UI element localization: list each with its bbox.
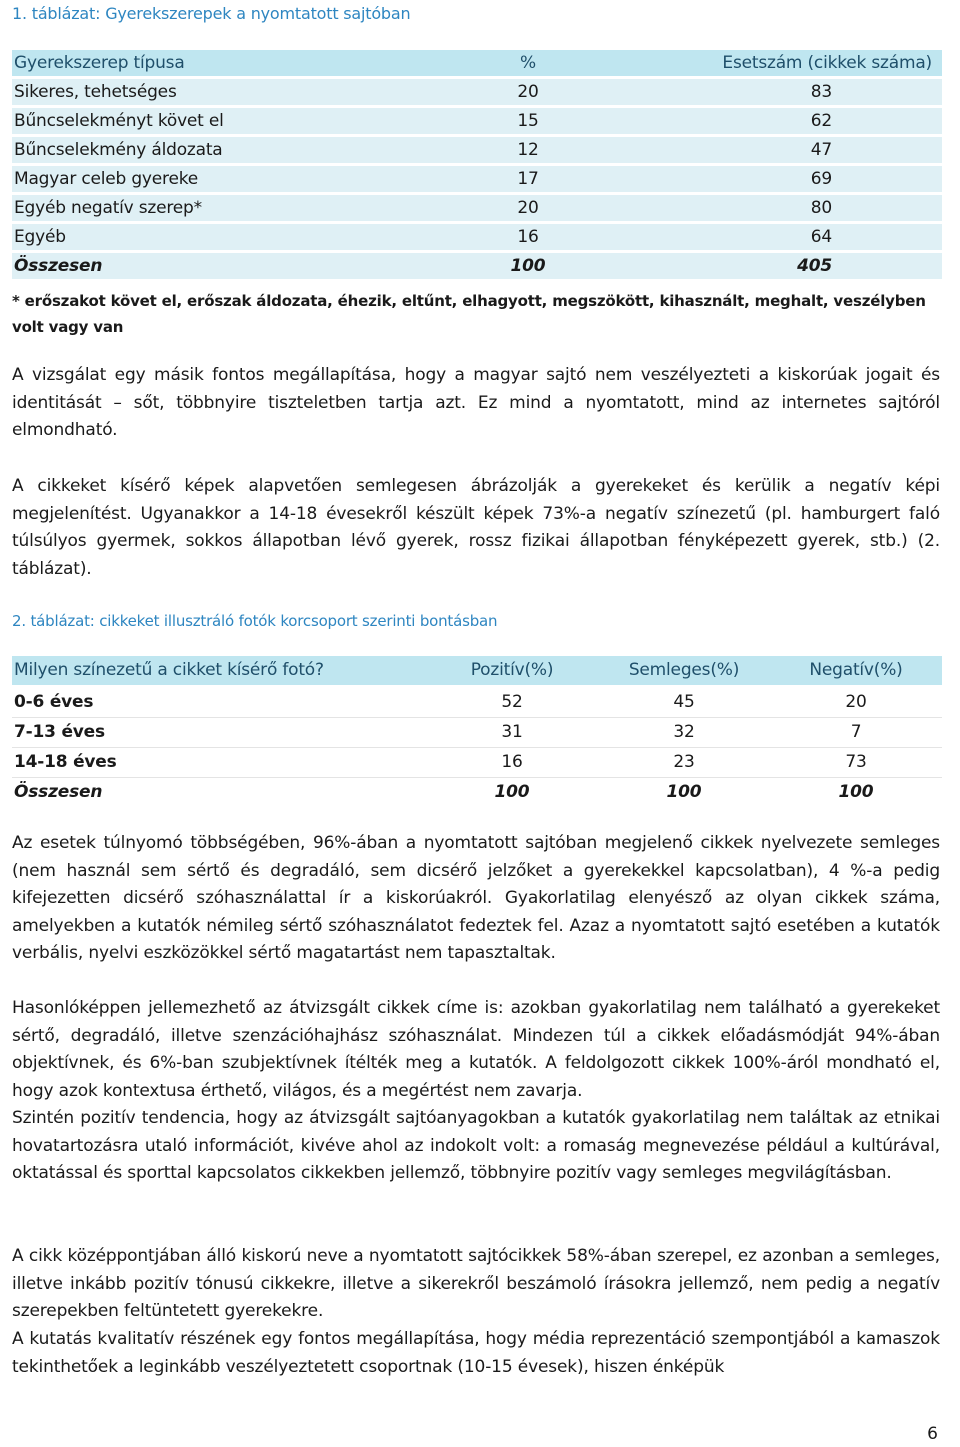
table1-cell: 12 [476,137,580,163]
paragraph: A cikkeket kísérő képek alapvetően semlegesen ábrázolják a gyerekeket és kerülik a negatív képi megjelenítést. Ugyanakkor a 14-18 évesekről készült képek 73%-a negatív színezetű (pl. hamburgert faló túlsúlyos gyermek, sokkos állapotban lévő gyerek, rossz fizikai állapotban fényképezett gyerek, stb.) (2. táblázat). [12,476,940,579]
table1-header-row [12,50,942,76]
table1-cell: 80 [580,195,942,221]
paragraph: Hasonlóképpen jellemezhető az átvizsgált cikkek címe is: azokban gyakorlatilag nem található a gyerekeket sértő, degradáló, illetve szenzációhajhász szóhasználat. Mindezen túl a cikkek előadásmódját 94%-ában objektívnek, és 6%-ban szubjektívnek ítélték meg a kutatók. A feldolgozott cikkek 100%-áról mondható el, hogy azok kontextusa érthető, világos, és a megértést nem zavarja. [12,998,940,1101]
table1-cell: Egyéb [12,224,476,250]
table2-total-cell: Összesen [14,782,103,802]
page-number: 6 [927,1424,938,1444]
paragraph: A kutatás kvalitatív részének egy fontos megállapítása, hogy média reprezentáció szempontjából a kamaszok tekinthetőek a leginkább veszélyeztetett csoportnak (10-15 évesek), hiszen énképük [12,1329,940,1377]
table1-total-row [12,253,942,279]
table2-cell: 7 [770,718,942,748]
table2-cell: 20 [770,687,942,718]
table1-cell: 20 [476,195,580,221]
paragraph: Szintén pozitív tendencia, hogy az átvizsgált sajtóanyagokban a kutatók gyakorlatilag nem találtak az etnikai hovatartozásra utaló információt, kivéve ahol az indokolt volt: a romaság megnevezése például a kultúrával, oktatással és sporttal kapcsolatos cikkekben jellemző, többnyire pozitív vagy semleges megvilágításban. [12,1108,940,1184]
table2-row [12,718,942,748]
table1-cell: Egyéb negatív szerep* [12,195,476,221]
table2-cell: 23 [598,748,770,778]
table1-cell: 62 [580,108,942,134]
table1-cell: Magyar celeb gyereke [12,166,476,192]
table1-cell: 64 [580,224,942,250]
table2-cell: 16 [426,748,598,778]
table2-header-cell: Negatív(%) [770,656,942,687]
table1 [12,47,942,282]
table1-row [12,79,942,105]
table2-header-row [12,656,942,687]
table1-footnote: * erőszakot követ el, erőszak áldozata, éhezik, eltűnt, elhagyott, megszökött, kihasznált, meghalt, veszélyben volt vagy van [12,292,926,336]
table1-header-cell: % [476,50,580,76]
table2-caption: 2. táblázat: cikkeket illusztráló fotók korcsoport szerinti bontásban [12,612,498,630]
table1-cell: 15 [476,108,580,134]
table2-cell: 32 [598,718,770,748]
table1-row [12,195,942,221]
table2-cell: 73 [770,748,942,778]
table2-cell: 7-13 éves [12,718,426,748]
table1-row [12,108,942,134]
table1-cell: 47 [580,137,942,163]
table2-cell: 31 [426,718,598,748]
table1-row [12,224,942,250]
table2-cell: 14-18 éves [12,748,426,778]
table2-cell: 45 [598,687,770,718]
table1-cell: Bűncselekményt követ el [12,108,476,134]
table2-total-cell: 100 [666,782,702,802]
table2-total-row [12,778,942,808]
paragraph: A vizsgálat egy másik fontos megállapítása, hogy a magyar sajtó nem veszélyezteti a kiskorúak jogait és identitását – sőt, többnyire tiszteletben tartja azt. Ez mind a nyomtatott, mind az internetes sajtóról elmondható. [12,365,940,441]
table2 [12,656,942,807]
table1-cell: 17 [476,166,580,192]
table2-header-cell: Pozitív(%) [426,656,598,687]
table1-total-cell: 405 [580,253,942,279]
paragraph: Az esetek túlnyomó többségében, 96%-ában a nyomtatott sajtóban megjelenő cikkek nyelvezete semleges (nem használ sem sértő és degradáló, sem dicsérő jelzőket a gyerekekkel kapcsolatban), 4 %-a pedig kifejezetten dicsérő szóhasználattal ír a kiskorúakról. Gyakorlatilag elenyésző az olyan cikkek száma, amelyekben a kutatók némileg sértő szóhasználatot fedeztek fel. Azaz a nyomtatott sajtó esetében a kutatók verbális, nyelvi eszközökkel sértő magatartást nem tapasztaltak. [12,833,940,964]
table1-cell: Sikeres, tehetséges [12,79,476,105]
table1-cell: 16 [476,224,580,250]
table1-caption: 1. táblázat: Gyerekszerepek a nyomtatott sajtóban [12,4,411,23]
table2-header-cell: Semleges(%) [598,656,770,687]
table1-row [12,166,942,192]
table1-cell: 69 [580,166,942,192]
table2-total-cell: 100 [494,782,530,802]
table2-row [12,687,942,718]
paragraph: A cikk középpontjában álló kiskorú neve a nyomtatott sajtócikkek 58%-ában szerepel, ez azonban a semleges, illetve inkább pozitív tónusú cikkekre, illetve a sikerekről beszámoló írásokra jellemző, nem pedig a negatív szerepekben feltüntetett gyerekekre. [12,1246,940,1322]
table2-cell: 52 [426,687,598,718]
table1-total-cell: 100 [476,253,580,279]
table2-cell: 0-6 éves [12,687,426,718]
table1-cell: 20 [476,79,580,105]
table1-header-cell: Esetszám (cikkek száma) [580,50,942,76]
table1-total-cell: Összesen [12,253,476,279]
table1-cell: Bűncselekmény áldozata [12,137,476,163]
table1-row [12,137,942,163]
table1-header-cell: Gyerekszerep típusa [12,50,476,76]
table2-total-cell: 100 [838,782,874,802]
table2-header-cell: Milyen színezetű a cikket kísérő fotó? [12,656,426,687]
table2-row [12,748,942,778]
table1-cell: 83 [580,79,942,105]
